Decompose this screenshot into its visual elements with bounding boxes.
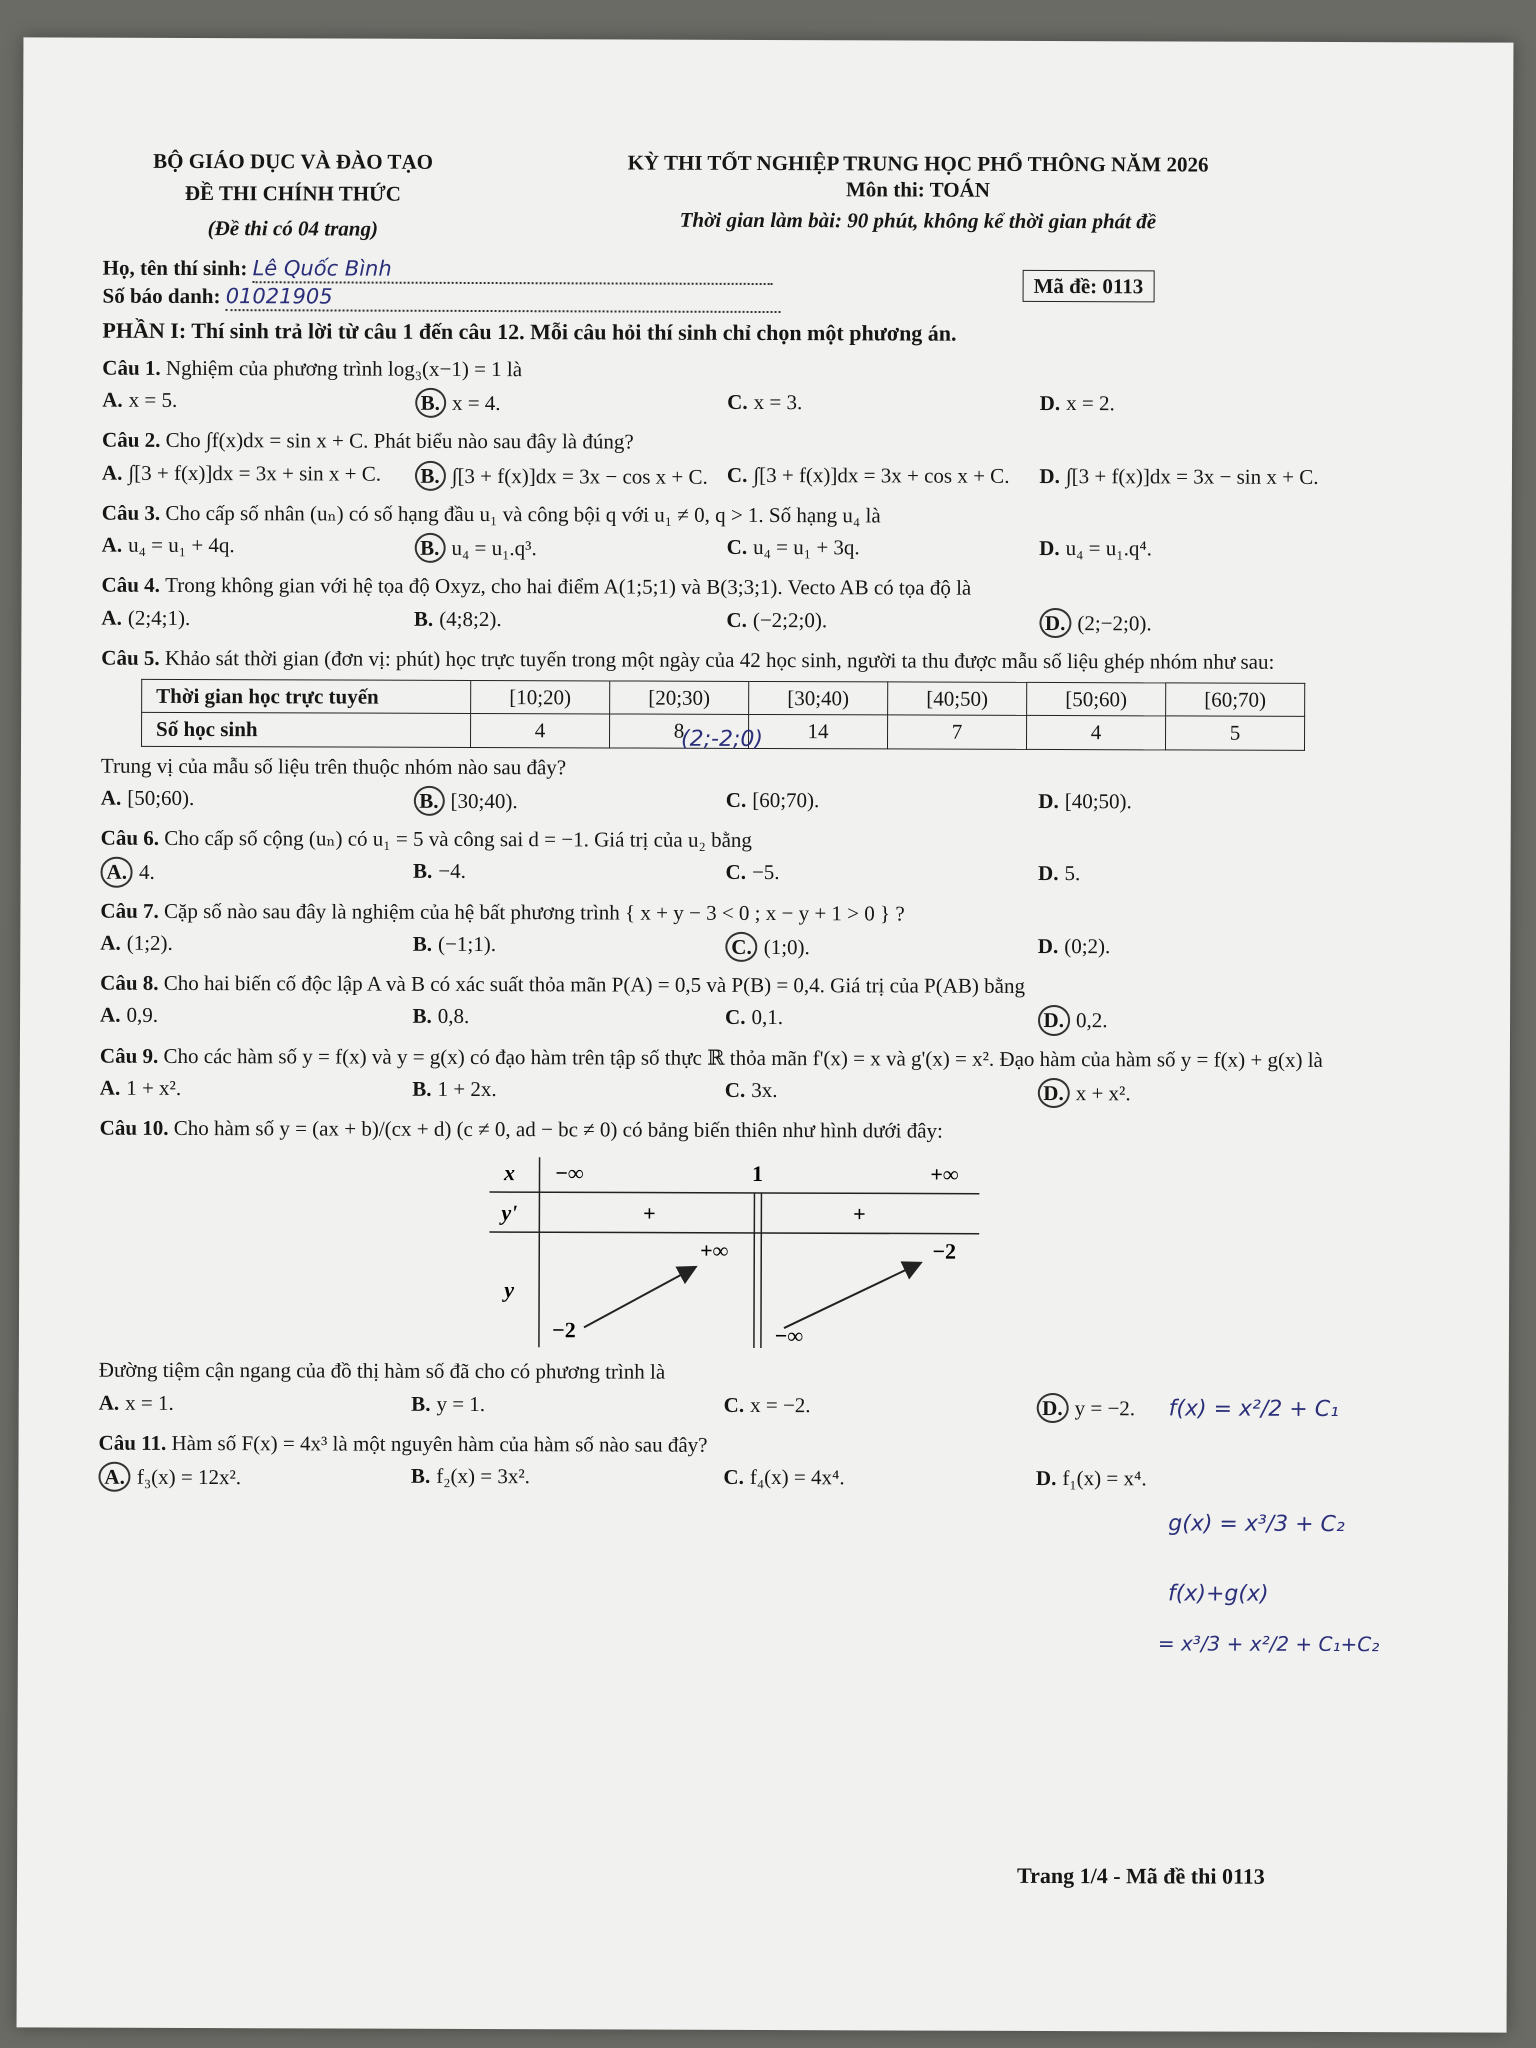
option-label: C.: [725, 1005, 746, 1030]
option-text: x = −2.: [750, 1392, 811, 1417]
header-right: [483, 149, 1353, 235]
option-text: 0,8.: [437, 1004, 470, 1029]
answer-option[interactable]: [101, 604, 414, 635]
exam-paper: [17, 37, 1514, 2032]
answer-option[interactable]: [1038, 933, 1351, 964]
circled-answer-label: D.: [1037, 1078, 1070, 1108]
answer-option[interactable]: [1037, 1078, 1350, 1109]
question-7: [100, 897, 1350, 964]
option-label: A.: [101, 605, 122, 630]
question-number: Câu 4.: [101, 572, 166, 598]
question-text: Cho hai biến cố độc lập A và B có xác suất thỏa mãn P(A) = 0,5 và P(B) = 0,4. Giá trị của P(AB) bằng: [163, 970, 1026, 998]
option-text: (0;2).: [1064, 933, 1111, 958]
time-note: Thời gian làm bài: 90 phút, không kể thời gian phát đề: [679, 207, 1157, 233]
answer-option[interactable]: [725, 1077, 1038, 1108]
answer-options: [101, 604, 1351, 639]
option-label: A.: [100, 1002, 121, 1027]
answer-option[interactable]: [1039, 535, 1352, 566]
option-label: C.: [723, 1464, 744, 1489]
answer-option[interactable]: [727, 461, 1040, 492]
y-value: −2: [932, 1238, 957, 1264]
answer-option[interactable]: [98, 1462, 411, 1493]
option-label: C.: [725, 860, 747, 885]
answer-option[interactable]: [100, 1002, 413, 1033]
question-list: [98, 354, 1352, 1496]
freq-value-cell: 4: [471, 714, 610, 748]
x-value: +∞: [930, 1161, 959, 1187]
option-text: x + x².: [1075, 1080, 1131, 1106]
option-text: x = 5.: [128, 387, 178, 412]
option-label: C.: [727, 389, 748, 414]
question-stem: [101, 644, 1351, 675]
question-text: Trong không gian với hệ tọa độ Oxyz, cho hai điểm A(1;5;1) và B(3;3;1). Vecto AB có tọa độ là: [165, 573, 972, 600]
option-text: ∫[3 + f(x)]dx = 3x − sin x + C.: [1065, 463, 1319, 489]
answer-option[interactable]: [101, 784, 414, 815]
freq-value-cell: 7: [888, 715, 1027, 749]
question-1: [102, 354, 1352, 421]
question-number: Câu 11.: [98, 1430, 172, 1455]
circled-answer-label: B.: [414, 533, 445, 563]
option-label: A.: [102, 387, 123, 412]
circled-answer-label: B.: [415, 388, 446, 418]
question-10: [99, 1115, 1350, 1424]
option-label: A.: [100, 785, 122, 810]
answer-options: [100, 929, 1350, 964]
option-label: A.: [101, 532, 123, 557]
option-label: D.: [1039, 535, 1060, 561]
answer-options: [98, 1462, 1348, 1497]
answer-options: [102, 532, 1352, 567]
option-label: C.: [723, 1392, 745, 1417]
header-left: [103, 148, 483, 242]
freq-value-cell: Số học sinh: [142, 713, 471, 747]
answer-option[interactable]: [1036, 1465, 1349, 1496]
option-label: C.: [726, 462, 748, 487]
option-text: 4.: [138, 860, 155, 885]
option-label: C.: [726, 534, 748, 559]
answer-option[interactable]: [725, 1004, 1038, 1035]
x-value: 1: [751, 1161, 764, 1187]
option-label: A.: [99, 1075, 121, 1100]
freq-header-cell: [30;40): [749, 681, 888, 715]
pages-note: (Đề thi có 04 trang): [207, 215, 379, 241]
answer-options: [102, 387, 1352, 422]
option-text: [30;40).: [450, 788, 518, 813]
answer-option[interactable]: [1039, 607, 1352, 638]
circled-answer-label: C.: [725, 932, 758, 962]
answer-option[interactable]: [725, 932, 1038, 963]
option-label: B.: [412, 1076, 432, 1101]
circled-answer-label: D.: [1038, 1005, 1071, 1035]
freq-header-row: [142, 679, 1305, 716]
official-label: ĐỀ THI CHÍNH THỨC: [184, 181, 402, 206]
freq-header-cell: [50;60): [1027, 682, 1166, 716]
exam-code-box: Mã đề: 0113: [1023, 270, 1155, 303]
answer-options: [100, 1002, 1350, 1037]
answer-option[interactable]: [1038, 788, 1351, 819]
answer-option[interactable]: [724, 1391, 1037, 1422]
freq-value-cell: 8: [610, 714, 749, 748]
ministry-name: BỘ GIÁO DỤC VÀ ĐÀO TẠO: [153, 148, 434, 174]
option-label: B.: [410, 1463, 431, 1488]
answer-option[interactable]: [101, 857, 414, 888]
answer-option[interactable]: [1038, 1005, 1351, 1036]
question-number: Câu 6.: [100, 825, 165, 850]
exam-header: [103, 148, 1353, 245]
question-6: [101, 825, 1351, 892]
option-text: f₃(x) = 12x².: [136, 1464, 242, 1490]
option-text: f₁(x) = x⁴.: [1062, 1466, 1147, 1491]
option-label: A.: [98, 1390, 120, 1415]
option-label: B.: [413, 859, 433, 884]
answer-option[interactable]: [414, 533, 727, 564]
option-text: (−2;2;0).: [752, 607, 828, 632]
question-2: [102, 427, 1352, 494]
answer-option[interactable]: [412, 1076, 725, 1107]
option-text: y = 1.: [436, 1391, 486, 1416]
freq-header-cell: [10;20): [471, 680, 610, 714]
option-text: ∫[3 + f(x)]dx = 3x + cos x + C.: [753, 462, 1010, 488]
option-label: D.: [1035, 1465, 1057, 1491]
increasing-arrow: [784, 1263, 919, 1328]
answer-option[interactable]: [413, 1003, 726, 1034]
answer-option[interactable]: [100, 1074, 413, 1105]
question-stem: [102, 499, 1352, 530]
variation-table-svg: [489, 1152, 980, 1354]
answer-option[interactable]: [413, 858, 726, 889]
answer-option[interactable]: [1040, 390, 1353, 421]
question-number: Câu 8.: [100, 970, 164, 995]
question-followup: Đường tiệm cận ngang của đồ thị hàm số đã cho có phương trình là: [98, 1357, 666, 1384]
name-value: Lê Quốc Bình: [253, 255, 773, 285]
answer-options: [100, 1074, 1350, 1109]
answer-option[interactable]: [415, 388, 728, 419]
question-number: Câu 7.: [100, 898, 165, 923]
table-row-line: [489, 1192, 979, 1194]
option-label: D.: [1038, 861, 1059, 886]
question-3: [102, 499, 1352, 566]
option-label: D.: [1037, 933, 1059, 958]
name-label: Họ, tên thí sinh:: [102, 255, 248, 280]
answer-option[interactable]: [102, 459, 415, 490]
option-label: C.: [726, 607, 747, 632]
option-text: [50;60).: [127, 785, 195, 810]
question-stem: [102, 572, 1352, 603]
exam-sheet: [98, 148, 1353, 1497]
option-text: (−1;1).: [438, 931, 497, 956]
option-text: 0,2.: [1075, 1008, 1108, 1033]
question-stem: [100, 970, 1350, 1001]
option-label: B.: [412, 931, 433, 956]
option-text: [60;70).: [752, 787, 820, 812]
answer-option[interactable]: [411, 1390, 724, 1421]
option-text: u₄ = u₁.q³.: [451, 535, 537, 561]
answer-options: [99, 1389, 1349, 1424]
circled-answer-label: B.: [413, 786, 444, 816]
answer-option[interactable]: [411, 1463, 724, 1494]
question-text: Cặp số nào sau đây là nghiệm của hệ bất phương trình { x + y − 3 < 0 ; x − y + 1 > 0 } ?: [163, 898, 905, 925]
answer-option[interactable]: [723, 1464, 1036, 1495]
question-text: Cho ∫f(x)dx = sin x + C. Phát biểu nào sau đây là đúng?: [165, 428, 634, 454]
option-label: C.: [725, 787, 747, 812]
freq-header-cell: Thời gian học trực tuyến: [142, 679, 471, 713]
option-text: y = −2.: [1074, 1395, 1136, 1420]
option-text: (2;−2;0).: [1077, 610, 1152, 635]
handwritten-sum-label: f(x)+g(x): [1168, 1581, 1269, 1607]
yprime-sign: +: [643, 1200, 656, 1226]
candidate-fields: [103, 254, 803, 313]
increasing-arrow: [584, 1268, 694, 1328]
option-text: f₂(x) = 3x².: [436, 1463, 530, 1489]
question-number: Câu 2.: [102, 427, 166, 453]
option-text: 5.: [1064, 861, 1081, 886]
option-text: (1;0).: [763, 934, 810, 959]
freq-value-cell: 5: [1165, 716, 1304, 750]
question-4: [101, 572, 1351, 639]
handwritten-q4-note: (2;-2;0): [680, 726, 763, 752]
answer-option[interactable]: [1039, 462, 1352, 493]
question-text: Khảo sát thời gian (đơn vị: phút) học trực tuyến trong một ngày của 42 học sinh, người ta thu được mẫu số liệu ghép nhóm như sau:: [164, 645, 1275, 674]
option-label: D.: [1038, 788, 1059, 813]
option-text: ∫[3 + f(x)]dx = 3x − cos x + C.: [451, 463, 708, 489]
option-label: D.: [1039, 463, 1060, 488]
option-text: (1;2).: [126, 930, 173, 955]
question-stem: [100, 1042, 1350, 1073]
question-number: Câu 5.: [101, 645, 165, 670]
option-text: 0,9.: [126, 1003, 159, 1028]
handwritten-f-antiderivative: f(x) = x²/2 + C₁: [1168, 1396, 1339, 1423]
freq-header-cell: [20;30): [610, 681, 749, 715]
yprime-label: y': [501, 1200, 518, 1226]
question-text: Hàm số F(x) = 4x³ là một nguyên hàm của hàm số nào sau đây?: [171, 1430, 708, 1457]
yprime-sign: +: [853, 1201, 866, 1227]
y-value: −2: [552, 1317, 576, 1343]
y-value: +∞: [700, 1238, 729, 1264]
circled-answer-label: D.: [1036, 1392, 1069, 1422]
option-text: 3x.: [751, 1077, 778, 1102]
y-label: y: [504, 1277, 515, 1303]
y-value: −∞: [774, 1323, 804, 1349]
question-followup: Trung vị của mẫu số liệu trên thuộc nhóm nào sau đây?: [100, 753, 567, 779]
option-text: (4;8;2).: [439, 606, 502, 631]
freq-header-cell: [40;50): [888, 682, 1027, 716]
option-text: x = 1.: [125, 1390, 174, 1415]
answer-option[interactable]: [100, 929, 413, 960]
option-label: B.: [411, 1391, 431, 1416]
option-label: D.: [1039, 390, 1061, 416]
option-text: [40;50).: [1064, 788, 1132, 814]
question-text: Cho cấp số cộng (uₙ) có u₁ = 5 và công sai d = −1. Giá trị của u₂ bằng: [164, 825, 752, 852]
question-stem: [100, 1115, 1350, 1146]
candidate-info: [103, 254, 1353, 315]
question-text: Nghiệm của phương trình log₃(x−1) = 1 là: [165, 355, 523, 381]
option-text: −5.: [751, 860, 780, 885]
table-double-bar: [754, 1193, 755, 1348]
question-number: Câu 9.: [99, 1043, 164, 1068]
question-stem: [101, 825, 1351, 856]
answer-option[interactable]: [726, 859, 1039, 890]
question-8: [100, 970, 1350, 1037]
question-text: Cho cấp số nhân (uₙ) có số hạng đầu u₁ và công bội q với u₁ ≠ 0, q > 1. Số hạng u₄ là: [165, 500, 881, 528]
answer-options: [101, 857, 1351, 892]
question-number: Câu 10.: [99, 1115, 174, 1140]
exam-title: KỲ THI TỐT NGHIỆP TRUNG HỌC PHỔ THÔNG NĂM 2026: [627, 150, 1209, 177]
option-text: x = 3.: [753, 389, 803, 415]
question-number: Câu 1.: [102, 355, 166, 380]
option-text: 0,1.: [751, 1005, 784, 1030]
question-text: Cho hàm số y = (ax + b)/(cx + d) (c ≠ 0, ad − bc ≠ 0) có bảng biến thiên như hình dưới đây:: [173, 1115, 943, 1143]
answer-option[interactable]: [414, 605, 727, 636]
part1-heading: PHẦN I: Thí sinh trả lời từ câu 1 đến câu 12. Mỗi câu hỏi thí sinh chỉ chọn một phương án.: [102, 317, 957, 346]
option-label: B.: [413, 606, 434, 631]
x-label: x: [503, 1160, 516, 1186]
answer-option[interactable]: [99, 1389, 412, 1420]
question-text: Cho các hàm số y = f(x) và y = g(x) có đạo hàm trên tập số thực ℝ thỏa mãn f'(x) = x và g'(x) = x². Đạo hàm của hàm số y = f(x) + g(x) là: [163, 1043, 1323, 1072]
answer-option[interactable]: [413, 931, 726, 962]
option-text: u₄ = u₁.q⁴.: [1065, 536, 1152, 561]
circled-answer-label: D.: [1039, 607, 1072, 637]
table-row-line: [489, 1232, 979, 1234]
question-stem: [102, 427, 1352, 458]
table-left-border: [539, 1157, 540, 1347]
table-double-bar: [761, 1193, 762, 1348]
option-text: (2;4;1).: [127, 605, 191, 630]
freq-value-cell: 14: [749, 715, 888, 749]
freq-header-cell: [60;70): [1166, 683, 1305, 717]
option-text: 1 + x².: [126, 1075, 182, 1100]
circled-answer-label: B.: [414, 460, 445, 490]
option-text: x = 4.: [451, 390, 501, 416]
circled-answer-label: A.: [98, 1462, 131, 1492]
option-text: −4.: [438, 859, 466, 884]
subject-label: Môn thi: TOÁN: [845, 177, 990, 203]
page-footer: Trang 1/4 - Mã đề thi 0113: [1017, 1862, 1265, 1889]
variation-table: [489, 1152, 980, 1354]
option-text: 1 + 2x.: [437, 1076, 497, 1101]
option-text: ∫[3 + f(x)]dx = 3x + sin x + C.: [128, 460, 382, 486]
option-label: B.: [412, 1004, 432, 1029]
question-stem: [99, 1429, 1349, 1460]
answer-options: [101, 784, 1351, 819]
id-label: Số báo danh:: [102, 283, 221, 309]
handwritten-sum-result: = x³/3 + x²/2 + C₁+C₂: [1157, 1631, 1380, 1657]
question-stem: [100, 897, 1350, 928]
option-text: u₄ = u₁ + 4q.: [128, 532, 235, 558]
id-value: 01021905: [226, 283, 781, 313]
answer-option[interactable]: [413, 786, 726, 817]
question-9: [100, 1042, 1350, 1109]
circled-answer-label: A.: [101, 857, 134, 887]
answer-option[interactable]: [727, 534, 1040, 565]
answer-option[interactable]: [414, 460, 727, 491]
question-11: [98, 1429, 1348, 1496]
option-label: A.: [101, 460, 123, 485]
x-value: −∞: [555, 1160, 584, 1186]
answer-option[interactable]: [726, 787, 1039, 818]
freq-value-cell: 4: [1027, 716, 1166, 750]
option-text: x = 2.: [1066, 391, 1115, 416]
option-label: A.: [100, 930, 121, 955]
option-text: u₄ = u₁ + 3q.: [753, 534, 860, 560]
option-label: C.: [724, 1077, 746, 1102]
option-text: f₄(x) = 4x⁴.: [749, 1464, 845, 1490]
question-stem: [102, 354, 1352, 385]
answer-option[interactable]: [726, 606, 1039, 637]
answer-option[interactable]: [1038, 860, 1351, 891]
answer-options: [102, 459, 1352, 494]
answer-option[interactable]: [727, 389, 1040, 420]
answer-option[interactable]: [102, 532, 415, 563]
answer-option[interactable]: [102, 387, 415, 418]
handwritten-g-antiderivative: g(x) = x³/3 + C₂: [1168, 1511, 1345, 1538]
question-number: Câu 3.: [101, 500, 166, 525]
